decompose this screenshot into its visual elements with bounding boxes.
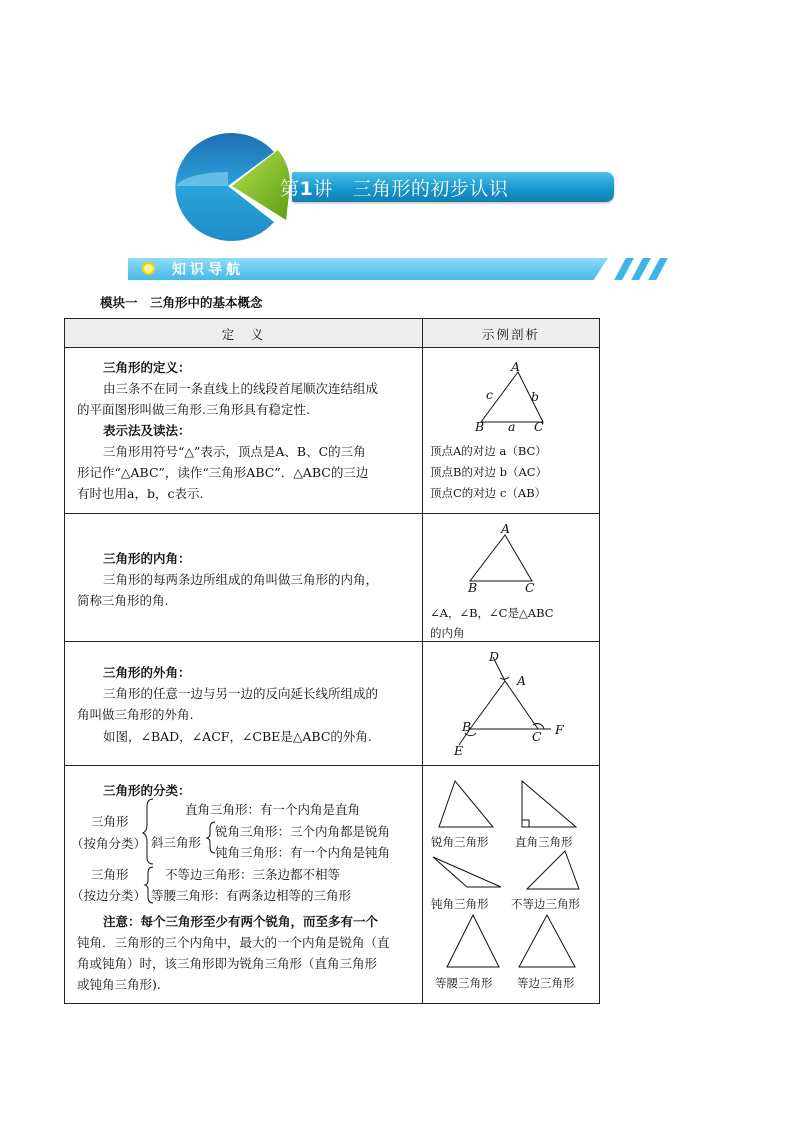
definition-line: 的平面图形叫做三角形.三角形具有稳定性. <box>77 402 310 417</box>
exterior-heading: 三角形的外角： <box>103 665 191 680</box>
interior-heading: 三角形的内角： <box>103 551 191 566</box>
isosceles-triangle-text: 等腰三角形：有两条边相等的三角形 <box>151 888 352 903</box>
notation-heading: 表示法及读法： <box>103 423 191 438</box>
vertex-label-a: A <box>511 359 521 374</box>
by-side-label: 三角形 <box>91 867 129 882</box>
acute-triangle-text: 锐角三角形：三个内角都是锐角 <box>215 824 391 839</box>
knowledge-nav-label: 知识导航 <box>172 262 244 278</box>
note-text: 注意：每个三角形至少有两个锐角，而至多有一个 <box>103 914 379 929</box>
oblique-triangle-text: 斜三角形 <box>151 835 202 850</box>
exterior-line: 三角形的任意一边与另一边的反向延长线所组成的 <box>103 686 379 701</box>
obtuse-triangle-caption: 钝角三角形 <box>431 897 489 911</box>
notation-line: 三角形用符号“△”表示，顶点是A、B、C的三角 <box>103 444 366 459</box>
opposite-side-text: 顶点A的对边 a（BC） <box>430 444 547 458</box>
vertex-label-d: D <box>489 649 500 664</box>
scalene-triangle-figure <box>525 849 585 891</box>
vertex-label-a: A <box>501 521 511 536</box>
interior-angle-caption: 的内角 <box>430 626 465 640</box>
module-title: 模块一 三角形中的基本概念 <box>100 295 263 310</box>
vertex-label-b: B <box>468 580 478 595</box>
interior-line: 三角形的每两条边所组成的角叫做三角形的内角， <box>103 572 379 587</box>
lesson-suffix: 讲 <box>313 178 333 200</box>
classification-note: 钝角．三角形的三个内角中，最大的一个内角是锐角（直 <box>77 935 390 950</box>
column-divider <box>422 319 423 1003</box>
row-divider <box>65 513 599 514</box>
vertex-label-c: C <box>532 729 542 744</box>
slash-decoration-icon <box>631 258 651 280</box>
right-triangle-figure <box>520 781 580 829</box>
vertex-label-b: B <box>462 719 472 734</box>
vertex-label-f: F <box>555 722 564 737</box>
vertex-label-c: C <box>525 580 535 595</box>
vertex-label-c: C <box>534 419 544 434</box>
classification-note <box>103 911 378 932</box>
isosceles-triangle-figure <box>445 915 505 971</box>
row-divider <box>65 347 599 348</box>
right-triangle-caption: 直角三角形 <box>515 835 573 849</box>
interior-angle-caption: ∠A，∠B，∠C是△ABC <box>430 606 554 620</box>
right-triangle-text: 直角三角形：有一个内角是直角 <box>185 802 361 817</box>
opposite-side-text: 顶点C的对边 c（AB） <box>430 486 547 500</box>
equilateral-triangle-figure <box>519 915 579 971</box>
header-examples: 示例剖析 <box>481 327 540 342</box>
acute-triangle-caption: 锐角三角形 <box>431 835 489 849</box>
obtuse-triangle-figure <box>431 855 503 891</box>
vertex-label-a: A <box>517 673 527 688</box>
lesson-prefix: 第 <box>280 178 300 200</box>
interior-line: 简称三角形的角. <box>77 593 169 608</box>
vertex-label-b: B <box>475 419 485 434</box>
classification-brace <box>143 797 223 867</box>
slash-decoration-icon <box>648 258 668 280</box>
lesson-number: 1 <box>299 178 314 200</box>
obtuse-triangle-text: 钝角三角形：有一个内角是钝角 <box>215 845 391 860</box>
lesson-title <box>280 174 508 201</box>
exterior-line: 如图，∠BAD，∠ACF，∠CBE是△ABC的外角. <box>103 729 372 744</box>
side-label-b: b <box>531 389 540 404</box>
vertex-label-e: E <box>454 743 464 758</box>
scalene-triangle-caption: 不等边三角形 <box>511 897 580 911</box>
exterior-angle-figure <box>453 653 563 753</box>
definition-line: 由三条不在同一条直线上的线段首尾顺次连结组成 <box>103 381 379 396</box>
by-side-label: （按边分类） <box>71 888 147 903</box>
opposite-side-text: 顶点B的对边 b（AC） <box>430 465 548 479</box>
bullet-icon <box>142 262 155 275</box>
exterior-line: 角叫做三角形的外角. <box>77 707 194 722</box>
equilateral-triangle-caption: 等边三角形 <box>517 976 575 990</box>
notation-line: 有时也用a，b，c表示. <box>77 486 204 501</box>
side-label-a: a <box>508 419 516 434</box>
acute-triangle-figure <box>437 781 497 829</box>
isosceles-triangle-caption: 等腰三角形 <box>435 976 493 990</box>
classification-note: 角或钝角）时，该三角形即为锐角三角形（直角三角形 <box>77 956 378 971</box>
by-angle-label: （按角分类） <box>71 836 147 851</box>
lesson-title-text: 三角形的初步认识 <box>352 178 509 200</box>
interior-angle-figure <box>470 535 540 583</box>
scalene-triangle-text: 不等边三角形：三条边都不相等 <box>165 867 341 882</box>
row-divider <box>65 765 599 766</box>
notation-line: 形记作“△ABC”，读作“三角形ABC”．△ABC的三边 <box>77 465 369 480</box>
classification-note: 或钝角三角形). <box>77 977 161 992</box>
classification-heading: 三角形的分类： <box>103 783 191 798</box>
row-divider <box>65 641 599 642</box>
concept-table <box>64 318 600 1004</box>
side-brace <box>145 865 155 905</box>
side-label-c: c <box>486 387 494 402</box>
definition-heading: 三角形的定义： <box>103 360 191 375</box>
slash-decoration-icon <box>614 258 634 280</box>
by-angle-label: 三角形 <box>91 814 129 829</box>
header-definition: 定 义 <box>221 327 266 342</box>
